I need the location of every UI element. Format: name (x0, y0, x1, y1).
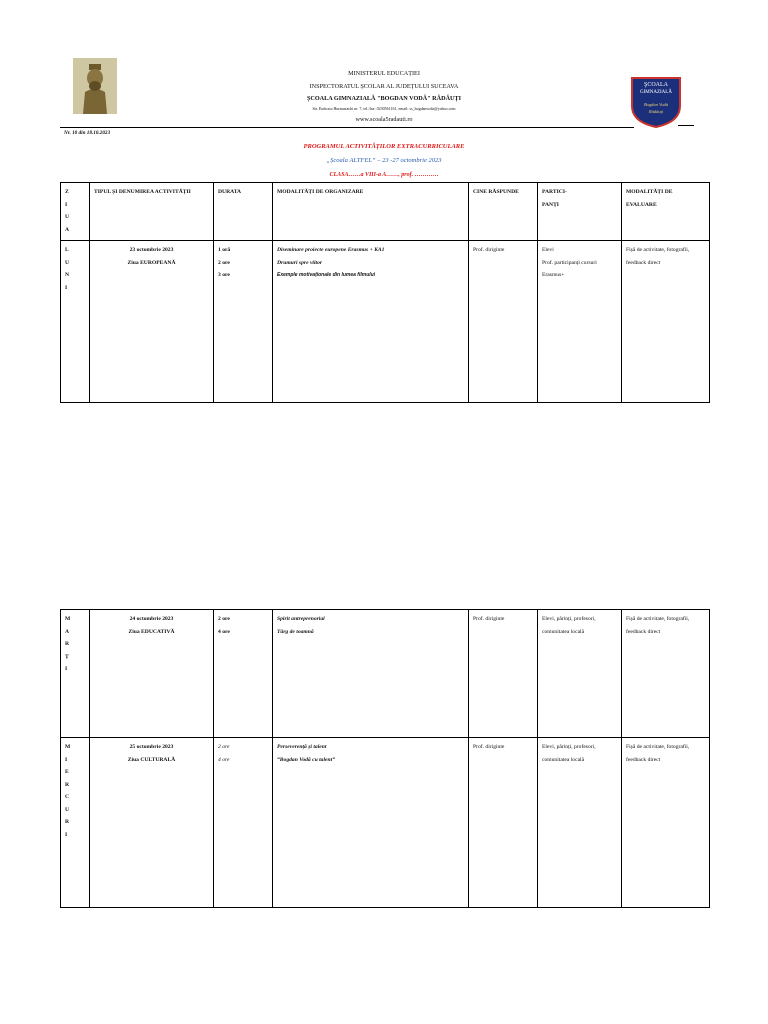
crest-text-3: Bogdan Vodă (643, 102, 669, 107)
program-title: PROGRAMUL ACTIVITĂȚILOR EXTRACURRICULARE (303, 143, 465, 150)
evaluation-cell: Fișă de activitate, fotografii, feedback direct (622, 738, 710, 908)
header-website: www.scoala5radauti.ro (355, 116, 413, 123)
day-cell: L U N I (61, 241, 90, 403)
duration-cell: 2 ore 4 ore (214, 610, 273, 738)
organization-cell: Perseverență și talent “Bogdan Vodă cu talent” (273, 738, 469, 908)
activity-cell: 25 octombrie 2023 Ziua CULTURALĂ (90, 738, 214, 908)
table-row-monday (61, 241, 710, 403)
school-crest (630, 76, 682, 128)
participants-cell: Elevi, părinți, profesori, comunitatea locală (538, 738, 622, 908)
header-contact: Str. Eudoxiu Hurmuzachi nr. 7, tel./fax: 0230561161, email: ss_bogdanvoda@yahoo.com (312, 106, 456, 111)
activity-cell: 23 octombrie 2023 Ziua EUROPEANĂ (90, 241, 214, 403)
organization-cell: Diseminare proiecte europene Erasmus + KA1 Drumuri spre viitor Exemple motivaționale din lumea filmului (273, 241, 469, 403)
col-header-duration: DURATA (214, 183, 273, 241)
responsible-cell: Prof. diriginte (469, 610, 538, 738)
activities-table-page2 (60, 609, 710, 908)
col-header-evaluation: MODALITĂȚI DE EVALUARE (622, 183, 710, 241)
header-school: ȘCOALA GIMNAZIALĂ "BOGDAN VODĂ" RĂDĂUȚI (306, 95, 462, 102)
participants-cell: Elevi, părinți, profesori, comunitatea locală (538, 610, 622, 738)
crest-text-4: Rădăuți (648, 109, 664, 114)
responsible-cell: Prof. diriginte (469, 241, 538, 403)
header-ministry: MINISTERUL EDUCAȚIEI (348, 70, 420, 77)
organization-cell: Spirit antreprenorial Târg de toamnă (273, 610, 469, 738)
duration-cell: 1 oră 2 ore 3 ore (214, 241, 273, 403)
participants-cell: Elevi Prof. participanți cursuri Erasmus+ (538, 241, 622, 403)
activities-table-page1 (60, 182, 710, 403)
header-divider (60, 127, 634, 128)
activity-cell: 24 octombrie 2023 Ziua EDUCATIVĂ (90, 610, 214, 738)
crest-text-1: ŞCOALA (643, 82, 669, 88)
crest-text-2: GIMNAZIALĂ (640, 90, 672, 95)
duration-cell: 2 ore 4 ore (214, 738, 273, 908)
col-header-responsible: CINE RĂSPUNDE (469, 183, 538, 241)
table-row-wednesday (61, 738, 710, 908)
col-header-organization: MODALITĂȚI DE ORGANIZARE (273, 183, 469, 241)
header-divider-right (678, 125, 694, 126)
evaluation-cell: Fișă de activitate, fotografii, feedback direct (622, 241, 710, 403)
col-header-activity: TIPUL ȘI DENUMIREA ACTIVITĂȚII (90, 183, 214, 241)
table-row-tuesday (61, 610, 710, 738)
evaluation-cell: Fișă de activitate, fotografii, feedback direct (622, 610, 710, 738)
day-cell: M A R Ț I (61, 610, 90, 738)
document-number: Nr. 10 din 18.10.2023 (64, 130, 111, 136)
col-header-participants: PARTICI- PANȚI (538, 183, 622, 241)
program-subtitle: „Școala ALTFEL” – 23 -27 octombrie 2023 (326, 157, 442, 164)
col-header-day: Z I U A (61, 183, 90, 241)
class-line: CLASA……a VIII-a A……, prof. ………… (329, 172, 439, 178)
table-header-row (61, 183, 710, 241)
day-cell: M I E R C U R I (61, 738, 90, 908)
header-inspectorate: INSPECTORATUL ȘCOLAR AL JUDEȚULUI SUCEAVA (309, 83, 459, 90)
responsible-cell: Prof. diriginte (469, 738, 538, 908)
